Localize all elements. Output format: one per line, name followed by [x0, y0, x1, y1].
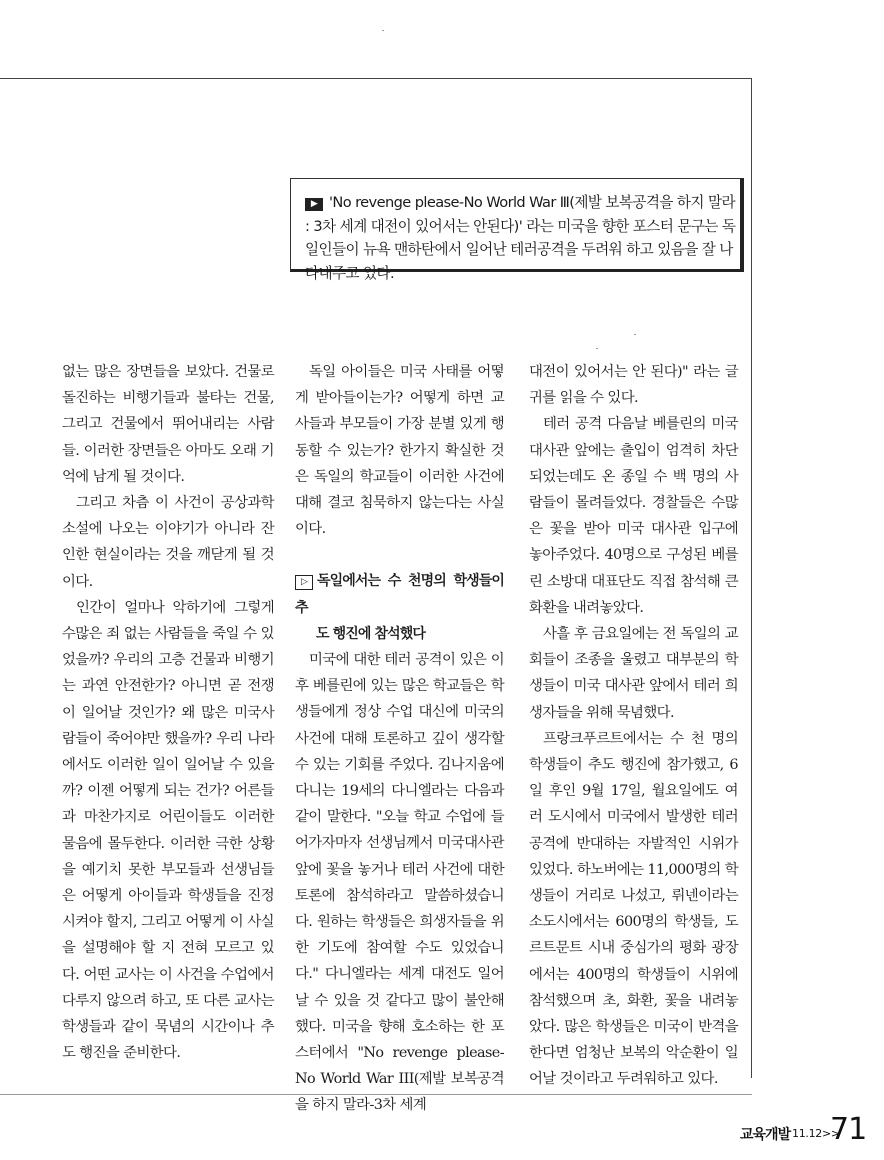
paragraph: 없는 많은 장면들을 보았다. 건물로 돌진하는 비행기들과 불타는 건물, 그리고 건물에서 뛰어내리는 사람들. 이러한 장면들은 아마도 오래 기억에 남게 될 것이다.: [62, 364, 274, 485]
paragraph: 대전이 있어서는 안 된다)" 라는 글귀를 읽을 수 있다.: [529, 364, 738, 407]
scan-speck: [596, 348, 598, 349]
section-marker-icon: ▷: [295, 575, 313, 590]
photo-caption: [290, 178, 744, 282]
top-rule: [0, 78, 752, 79]
subheading-line-2: 도 행진에 참석했다: [316, 625, 425, 642]
page-footer: [740, 1112, 867, 1147]
paragraph: 프랑크푸르트에서는 수 천 명의 학생들이 추도 행진에 참가했고, 6일 후인 9월 17일, 월요일에도 여러 도시에서 미국에서 발생한 테러 공격에 반대하는 자발적인 시위가 있었다. 하노버에는 11,000명의 학생들이 거리로 나섰고, 뤼넨이라는 소도시에서는 600명의 학생들, 도르트문트 시내 중심가의 평화 광장에서는 400명의 학생들이 시위에 참석했으며 초, 화환, 꽃을 내려놓았다. 많은 학생들은 미국이 반격을 한다면 엄청난 보복의 악순환이 일어날 것이라고 두려워하고 있다.: [529, 730, 738, 1088]
scan-speck: [382, 30, 384, 31]
paragraph: 독일 아이들은 미국 사태를 어떻게 받아들이는가? 어떻게 하면 교사들과 부모들이 가장 분별 있게 행동할 수 있는가? 한가지 확실한 것은 독일의 학교들이 이러한 사건에 대해 결코 침묵하지 않는다는 사실이다.: [295, 364, 504, 538]
paragraph: 인간이 얼마나 악하기에 그렇게 수많은 죄 없는 사람들을 죽일 수 있었을까? 우리의 고층 건물과 비행기는 과연 안전한가? 아니면 곧 전쟁이 일어날 것인가? 왜 많은 미국사람들이 죽어야만 했을까? 우리 나라에서도 이러한 일이 일어날 수 있을까? 이젠 어떻게 되는 건가? 어른들과 마찬가지로 어린이들도 이러한 물음에 몰두한다. 이러한 극한 상황을 예기치 못한 부모들과 선생님들은 어떻게 아이들과 학생들을 진정시켜야 할지, 그리고 어떻게 이 사실을 설명해야 할 지 전혀 모르고 있다. 어떤 교사는 이 사건을 수업에서 다루지 않으려 하고, 또 다른 교사는 학생들과 같이 묵념의 시간이나 추도 행진을 준비한다.: [62, 599, 274, 1062]
article-column-2: [295, 359, 504, 1119]
right-rule: [751, 78, 752, 1078]
caption-text: 'No revenge please-No World War Ⅲ(제발 보복공격을 하지 말라 : 3차 세계 대전이 있어서는 안된다)' 라는 미국을 향한 포스터 문구는 독일인들이 뉴욕 맨하탄에서 일어난 테러공격을 두려워 하고 있음을 잘 나타내주고 있다.: [305, 194, 736, 282]
paragraph: 그리고 차츰 이 사건이 공상과학 소설에 나오는 이야기가 아니라 잔인한 현실이라는 것을 깨닫게 될 것이다.: [62, 495, 274, 590]
subheading-line-1: 독일에서는 수 천명의 학생들이 추: [295, 573, 504, 616]
magazine-name: 교육개발: [740, 1127, 791, 1143]
scan-speck: [634, 334, 636, 335]
caption-marker-icon: ▶: [305, 198, 323, 211]
paragraph: 테러 공격 다음날 베를린의 미국 대사관 앞에는 출입이 엄격히 차단되었는데도 온 종일 수 백 명의 사람들이 몰려들었다. 경찰들은 수많은 꽃을 받아 미국 대사관 입구에 놓아주었다. 40명으로 구성된 베를린 소방대 대표단도 직접 참석해 큰 화환을 내려놓았다.: [529, 416, 738, 616]
article-column-3: [529, 359, 738, 1093]
paragraph: 미국에 대한 테러 공격이 있은 이후 베를린에 있는 많은 학교들은 학생들에게 정상 수업 대신에 미국의 사건에 대해 토론하고 깊이 생각할 수 있는 기회를 주었다. 김나지움에 다니는 19세의 다니엘라는 다음과 같이 말한다. "오늘 학교 수업에 들어가자마자 선생님께서 미국대사관 앞에 꽃을 놓거나 테러 사건에 대한 토론에 참석하라고 말씀하셨습니다. 원하는 학생들은 희생자들을 위한 기도에 참여할 수도 있었습니다." 다니엘라는 세계 대전도 일어날 수 있을 것 같다고 많이 불안해했다. 미국을 향해 호소하는 한 포스터에서 "No revenge please-No World War III(제발 보복공격을 하지 말라-3차 세계: [295, 652, 504, 1114]
issue-number: 11.12>>: [792, 1127, 840, 1140]
page-number: 71: [830, 1112, 867, 1147]
article-column-1: [62, 359, 274, 1066]
paragraph: 사흘 후 금요일에는 전 독일의 교회들이 조종을 울렸고 대부분의 학생들이 미국 대사관 앞에서 테러 희생자들을 위해 묵념했다.: [529, 626, 738, 721]
section-subheading: [295, 568, 504, 647]
